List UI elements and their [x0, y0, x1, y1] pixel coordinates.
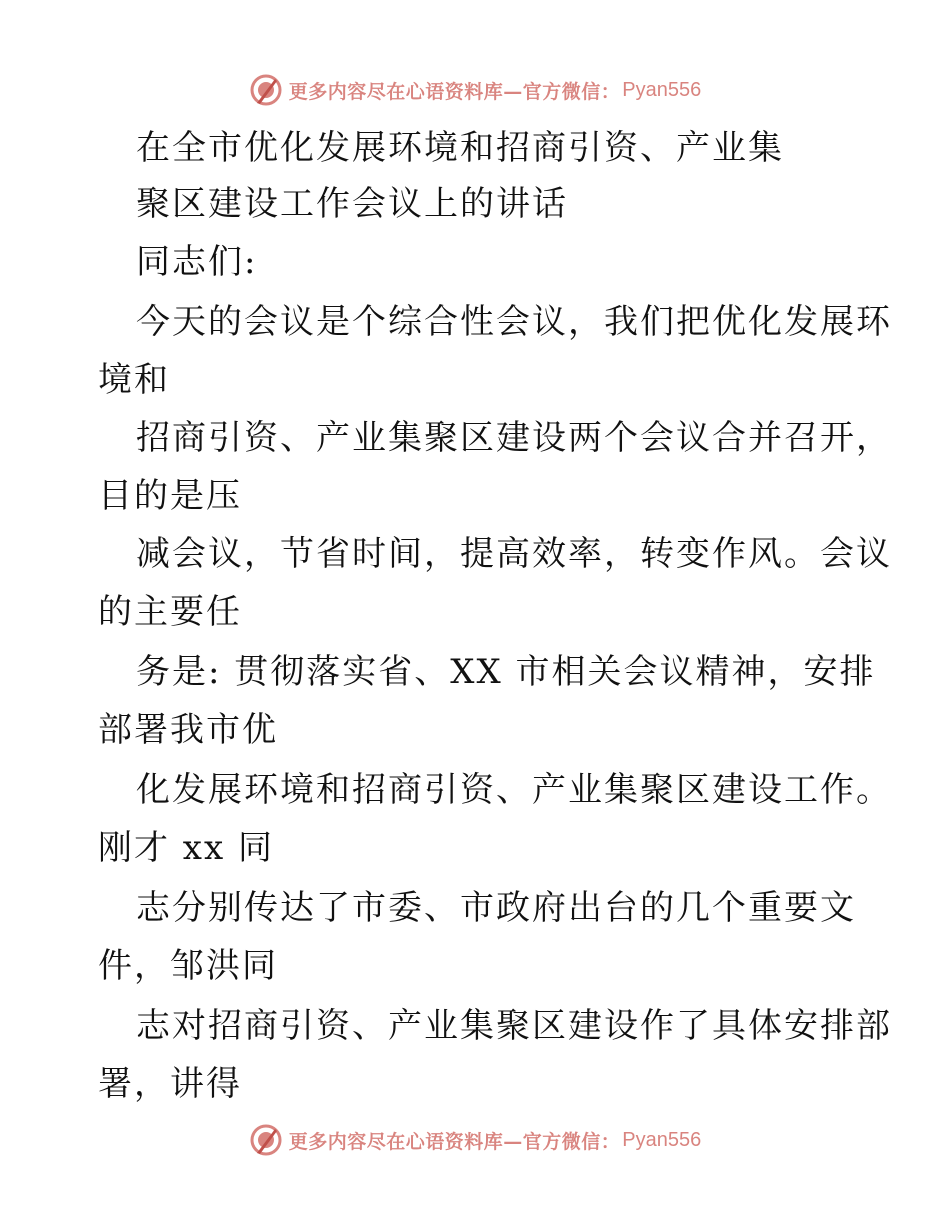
body-line: 志分别传达了市委、市政府出台的几个重要文: [136, 888, 856, 928]
body-line: 化发展环境和招商引资、产业集聚区建设工作。: [136, 770, 892, 810]
quill-seal-logo-icon: [249, 1123, 283, 1157]
watermark-wechat-id: Pyan556: [622, 78, 702, 101]
body-line: 今天的会议是个综合性会议，我们把优化发展环: [136, 302, 892, 342]
body-line: 招商引资、产业集聚区建设两个会议合并召开，: [136, 418, 892, 458]
watermark-text: 更多内容尽在心语资料库—官方微信：: [288, 80, 621, 103]
body-line: 署，讲得: [98, 1064, 242, 1104]
quill-seal-logo-icon: [249, 73, 283, 107]
body-line: 目的是压: [98, 476, 242, 516]
body-line: 减会议，节省时间，提高效率，转变作风。会议: [136, 534, 892, 574]
body-line: 志对招商引资、产业集聚区建设作了具体安排部: [136, 1006, 892, 1046]
footer-watermark: [0, 1120, 950, 1160]
body-line: 刚才 xx 同: [98, 828, 274, 868]
header-watermark: [0, 70, 950, 110]
body-line: 境和: [98, 360, 170, 400]
watermark-text: 更多内容尽在心语资料库—官方微信：: [288, 1130, 621, 1153]
body-line: 务是: 贯彻落实省、XX 市相关会议精神，安排: [136, 652, 876, 692]
title-line-1: 在全市优化发展环境和招商引资、产业集: [136, 128, 784, 168]
salutation: 同志们:: [136, 242, 258, 282]
watermark-wechat-id: Pyan556: [622, 1128, 702, 1151]
title-line-2: 聚区建设工作会议上的讲话: [136, 184, 568, 224]
body-line: 件，邹洪同: [98, 946, 278, 986]
body-line: 的主要任: [98, 592, 242, 632]
body-line: 部署我市优: [98, 710, 278, 750]
